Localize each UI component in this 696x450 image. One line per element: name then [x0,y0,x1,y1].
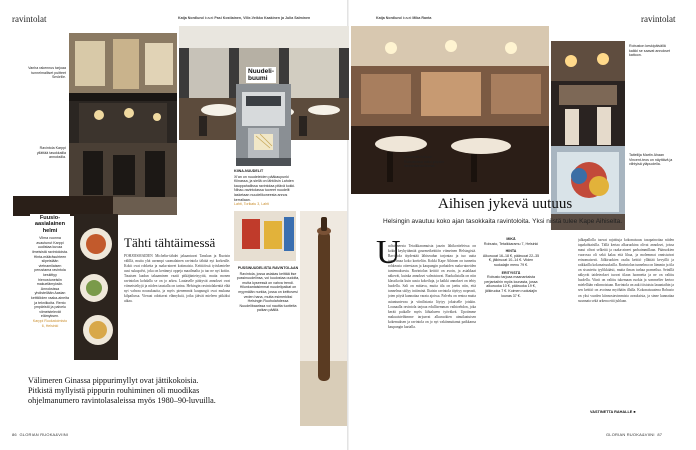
right-credits: Katja Nordlund kuvat Mika Ranta [376,16,432,20]
pork-box [236,266,300,313]
caption-robusto-kitchen: Avokeittiö tuttuun Robustossa toiko ylöpäin ravintolamielikuvaa. [404,155,444,169]
fusion-box [30,214,70,362]
bar-interior-photo [69,33,177,215]
info-mika: Robusto, Tetaikkaramu 7, Helsinki [483,241,539,246]
nuudeli-heading: Nuudeli- buumi [248,68,274,82]
fusion-box-link[interactable]: Karppi Ruokatoimisto 6, Helsinki [32,318,68,328]
robusto-body-col2: jalkapallolla tuovat rajoittuja kokonaisuus tasapainottaa niiden tapakohtaisilla. Tällä kertaa alkuruokina olivat annokset, joissa maut olivat selkeitä ja raaka-aineet parhaimmillaan. Pääruokien vuorossa oli sekä kalaa että lihaa, ja molemmat onnistuivat erinomaisesti. Jälkiruokien osalta keittiö yllättää kevyillä ja raikkailla kokonaisuuksilla. Ravintolan tunnelma on lämmin ja tila on sisustettu tyylikkäästi, mutta ilman turhaa prameilua. Seinillä näkyvät taideteokset tuovat tilaan luonnetta ja ne on valittu huolella. Viinit on valittu tukemaan ruokia ja sommelier kertoo mielellään valinnoistaan. Ravintola on auki tiistaista lauantaihin ja sen keittiö on avoinna myöhään illalla. Kokonaisuutena Robusto on yksi vuoden kiinnostavimmista avauksista, ja sinne kannattaa suunnata sekä arkena että juhlaan. [578,238,674,303]
kitchen-photo [551,41,625,147]
pork-box-text: Ravintola, jossa asiakas keittää itse pussinuudelinsa, voi kuulostaa oudolta, mutta kyseessä on vahva trendi. Hilunkantaisimmat nuudelipaikat on myymälän nurkka, jossa on keittovesi veden hana, mutta esimerkiksi Helsingin Ruoholahdessa Nuudelibaarissa voi nauttia tuotteita paikan päällä. [236,271,300,313]
food-bowl-photo-top [13,196,113,216]
caption-top-right: Robuston keskipäivällä kaikki se saavat annokset kattoon. [629,44,670,58]
info-heading-mika: MIKÄ [506,237,516,241]
fusion-box-text: Vilma vuonna avautunut Karppi uudistaa kuvaa ilmeisistä ravintoloista. Hinta-määräsuhteen siipeisiään vietnamilaisen perustama ravintola keskittyy hienostuneisiin makuelämyksiin. Annoksissa yhdistellään Aasian keittiöiden raaka-aineita ja tekniikoita. Rento ympäristö ja palvelu viimeistelevät elämyksen. [31,236,69,319]
kiina-box-link[interactable]: Lahti, Torikatu 3, Lahti [234,202,270,207]
food-plates-photo [74,214,118,360]
left-credits: Katja Nordlund kuvat Pasi Kostiainen, Ville-Veikko Kaakinen ja Julia Salminen [178,16,311,20]
info-hinta: Alkuruoat 16–18 €, pääruoat 22–35 €, jälkiruoat 10–14 €. Viiden ruokalajin menu 79 €. [482,253,540,267]
left-section-label: ravintolat [12,14,47,24]
noodle-machine-photo [236,84,291,166]
robusto-body-col1: udistuneesta Tetaikkaramuista jazzin lähikortteleissa on kokin keyhyttämää gourmetkeittiön viimeinen Helsingistä. Ravintola täydentää lähiseudun tarjontaa ja tuo uutta tunnelmaa koko kortteliin. Kokki Kape Aihinen on tunnettu rohkeasta otteestaan ja kaupungin parhaiden raaka-aineiden tuntemuksesta. Ravintolan keittiö on avoin, ja asiakkaat näkevät, kuinka annokset valmistuvat. Ruokalistalla on niin klassikoita kuin uusia kokeiluja, ja kaikki annokset on tehty huolella. Sali on mittava, mutta tila on jaettu niin, että tunnelma säilyy intiiminä. Iltaisin ravintola täyttyy nopeasti, joten pöytä kannattaa varata ajoissa. Palvelu on rentoa mutta asiantuntevaa ja viinilistasta löytyy jokaiselle jotakin. Lounaalla ravintola tarjoaa edullisemman vaihtoehdon, joka kerää paikalle myös lähialueen työväkeä. Upotimme makuaisteihimme tarjoavat alkuruokien ainutlaatuisen kokemuksen ja ravintola on jo nyt vakiinnuttanut paikkansa kaupungin kartalla. [388,244,476,329]
right-folio: GLORIAN RUOKA&VIINI 87 [606,432,663,437]
caption-mid-left: Ravintola Karppi yllättää tasokkailla annoksilla. [36,146,66,160]
kiina-box-text: Xi'an on nuudeleiden pääkaupunki Kiinassa, ja siellä on lähtöisin Lahden kauppahallissa ravintolaa pitävä kokki. Nihao-ravintolassa tuoreet nuudelit lasketaan nuudelikoneesta annos kerrallaan. [234,174,296,202]
headline: Aihisen jykevä uutuus [438,196,573,212]
deck: Helsingin avautuu koko ajan tasokkaita ravintoloita. Yksi niistä tulee Kape Aihiselta. [383,218,623,225]
caption-top-left: Vanha rakennus tarjoaa tunnelmalliset puitteet Smörille. [28,66,66,80]
kiina-box [234,169,300,207]
info-heading-hinta: HINTA [505,249,517,254]
pull-quote: Välimeren Ginassa pippurimyllyt ovat jättikokoisia. Pitkistä myllyistä pippurin rouhiminen oli muodikas ohjelmanumero ravintolasaleissa myös 1980–90-luvuilla. [28,376,216,405]
kiina-box-title: KIINA-NUUDELIT [234,169,264,173]
info-heading-erityista: ERITYISTÄ [501,270,521,275]
noodle-packet-photo [234,211,296,261]
left-folio: 86 GLORIAN RUOKA&VIINI [12,432,69,437]
info-erityista: Robusto tarjoaa maanantaista perjantaihin myös lounasta, jossa alkuruoka 10 €, pääruoka 19 €, jälkiruoka 7 €. Koimen ruokalajin lounas 37 €. [484,275,538,298]
stars-body: POHJOISMAIDEN Michelin-tähdet jakaantuvat Tanskan ja Ruotsin välillä, mutta yhä useampi suomalainen ravintola tähtää nyt korkealle. Kokit ovat rohkeita ja raaka-aineet kotimaisia. Keittiöissä työskentelee uusi sukupolvi, joka on kerännyt oppeja maailmalta ja tuo ne nyt kotiin. Tasaisen laadun takaaminen vaatii pitkäjänteisyyttä, mutta monen ravintolan kohdalla se on jo arkea. Lautaselle päätyvät annokset ovat viimeisteltyjä ja niiden taustalla on tarina. Helsingin ravintolakenttä elää nyt vahvaa nousukautta, ja myös pienemmät kaupungit ovat mukana kilpailussa. Vieraat odottavat elämyksiä, jotka jäävät mieleen pitkäksi aikaa. [124,254,230,304]
byline: VASTINETTA RAHALLE ■ [590,410,636,414]
pepper-mill-photo [300,211,347,426]
fusion-box-title: Fuusio-aasialainen helmi [34,215,66,234]
pork-box-title: PUSSINUUDELISTA RAVINTOLAAN [237,266,299,270]
robusto-interior-photo [351,26,549,194]
stars-heading: Tähti tähtäimessä [124,235,216,250]
info-box [481,237,541,298]
dropcap: U [376,234,401,271]
right-section-label: ravintolat [641,14,676,24]
caption-art: Taiteilija Martin Ahaan Vincent-teos on näyttävä ja viihtyisä yläpuolella. [629,153,673,167]
